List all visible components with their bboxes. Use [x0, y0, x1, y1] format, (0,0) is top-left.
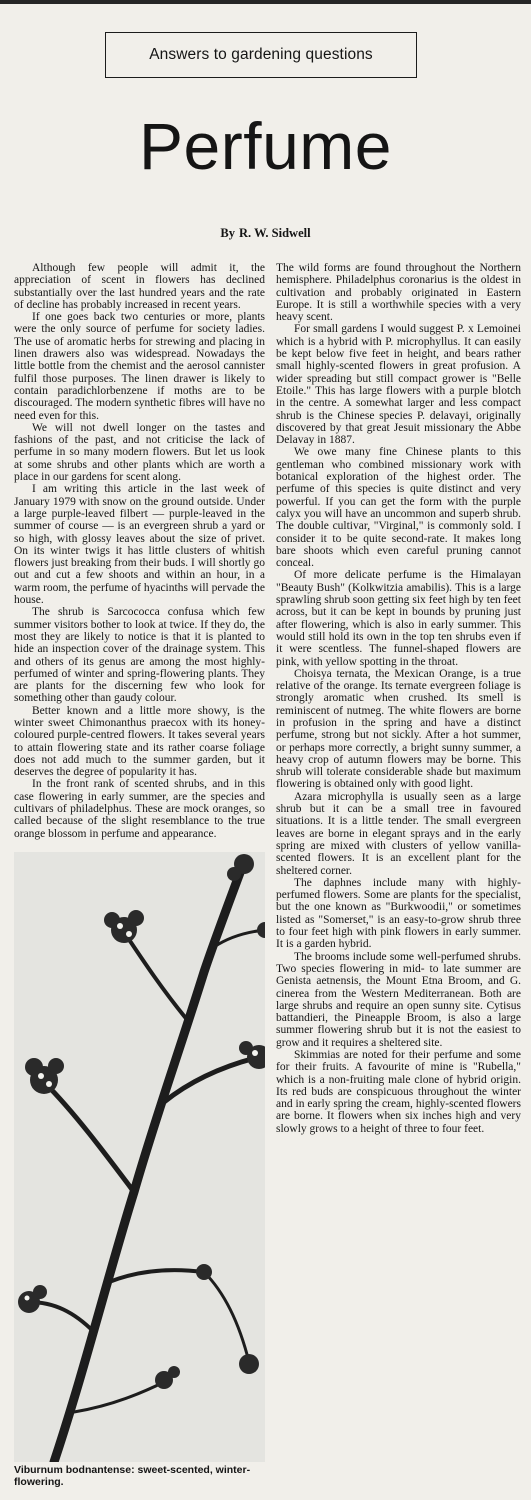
paragraph: The daphnes include many with highly-perfumed flowers. Some are plants for the specialist, but the one known as "Burkwoodii," or sometimes listed as "Somerset," is an easy-to-grow shrub three to four feet high with pink flowers in early summer. It is a garden hybrid. [276, 876, 521, 951]
paragraph: In the front rank of scented shrubs, and in this case flowering in early summer, are the species and cultivars of philadelphus. These are mock oranges, so called because of the slight resemblance to the true orange blossom in perfume and appearance. [14, 778, 265, 840]
paragraph: For small gardens I would suggest P. x Lemoinei which is a hybrid with P. microphyllus. It can easily be kept below five feet in height, and bears rather small highly-scented flowers in great profusion. A wider spreading but still compact grower is "Belle Etoile." This has large flowers with a purple blotch in the centre. A somewhat larger and less compact shrub is the Chinese species P. delavayi, originally discovered by that great Jesuit missionary the Abbe Delavay in 1887. [276, 323, 521, 447]
article-headline: Perfume [139, 109, 392, 183]
paragraph: We will not dwell longer on the tastes and fashions of the past, and not criticise the lack of perfume in so many modern flowers. But let us look at some shrubs and other plants which are worth a place in our gardens for scent along. [14, 421, 265, 484]
photo-caption: Viburnum bodnantense: sweet-scented, winter-flowering. [14, 1464, 251, 1488]
viburnum-photo [14, 852, 265, 1462]
paragraph: The wild forms are found throughout the Northern hemisphere. Philadelphus coronarius is the oldest in cultivation and probably originated in Eastern Europe. It is still a worthwhile species with a very heavy scent. [276, 262, 521, 324]
paragraph: The shrub is Sarcococca confusa which few summer visitors bother to look at twice. If they do, the most they are likely to notice is that it is planted to hide an inspection cover of the drainage system. This and others of its genus are among the most highly-perfumed of winter and spring-flowering plants. They are plants for the discerning few who look for something other than gaudy colour. [14, 606, 265, 705]
paragraph: Of more delicate perfume is the Himalayan "Beauty Bush" (Kolkwitzia amabilis). This is a large sprawling shrub soon getting six feet high by ten feet across, but it can be kept in bounds by pruning just after flowering, which is also in early summer. This would still hold its own in the top ten shrubs even if it were scentless. The funnel-shaped flowers are pink, with yellow spotting in the throat. [276, 569, 521, 668]
viburnum-flower-photo-icon [14, 852, 265, 1462]
byline [0, 226, 531, 241]
article-column-right [276, 262, 521, 1490]
article-column-left [14, 262, 265, 848]
paragraph: I am writing this article in the last week of January 1979 with snow on the ground outside. Under a large purple-leaved filbert — purple-leaved in the summer of course — is an evergreen shrub a yard or so high, with glossy leaves about the size of privet. On its winter twigs it has little clusters of whitish flowers just breaking from their buds. I will shortly go out and cut a few shoots and within an hour, in a warm room, the perfume of hyacinths will pervade the house. [14, 483, 265, 607]
top-rule [0, 0, 531, 4]
section-kicker [105, 32, 417, 78]
paragraph: Better known and a little more showy, is the winter sweet Chimonanthus praecox with its honey-coloured purple-centred flowers. It takes several years to attain flowering state and its rather coarse foliage does not add much to the summer garden, but it deserves the degree of popularity it has. [14, 704, 265, 779]
paragraph: The brooms include some well-perfumed shrubs. Two species flowering in mid- to late summer are Genista aetnensis, the Mount Etna Broom, and G. cinerea from the Western Mediterranean. Both are large shrubs and require an open sunny site. Cytisus battandieri, the Pineapple Broom, is also a large summer flowering shrub but it is not the easiest to grow and it requires a sheltered site. [276, 950, 521, 1049]
byline-prefix: By [220, 226, 236, 240]
paragraph: Choisya ternata, the Mexican Orange, is a true relative of the orange. Its ternate evergreen foliage is strongly aromatic when crushed. Its smell is reminiscent of nutmeg. The white flowers are borne in profusion in the spring and have a distinct perfume, strong but not sickly. After a hot summer, or perhaps more correctly, a bright sunny summer, a heavy crop of autumn flowers may be borne. This shrub will tolerate considerable shade but maximum flowering is obtained only with good light. [276, 667, 521, 791]
paragraph: If one goes back two centuries or more, plants were the only source of perfume for society ladies. The use of aromatic herbs for strewing and placing in linen drawers also was widespread. Nowadays the little bottle from the chemist and the aerosol cannister fulfil those purposes. The linen drawer is likely to contain paradichlorbenzene if moths are to be discouraged. The modern synthetic fibres will have no need even for this. [14, 311, 265, 422]
paragraph: Although few people will admit it, the appreciation of scent in flowers has declined substantially over the last hundred years and the rate of decline has probably increased in recent years. [14, 262, 265, 311]
paragraph: We owe many fine Chinese plants to this gentleman who combined missionary work with botanical exploration of the highest order. The perfume of this species is quite distinct and very powerful. If you can get the form with the purple calyx you will have an uncommon and superb shrub. The double cultivar, "Virginal," is commonly sold. I consider it to be quite second-rate. It makes long bare shoots which even careful pruning cannot conceal. [276, 446, 521, 570]
byline-author: R. W. Sidwell [239, 226, 311, 240]
paragraph: Skimmias are noted for their perfume and some for their fruits. A favourite of mine is "Rubella," which is a non-fruiting male clone of hybrid origin. Its red buds are conspicuous throughout the winter and in early spring the cream, highly-scented flowers are borne. It flowers when six inches high and very slowly grows to a height of three to four feet. [276, 1049, 521, 1135]
paragraph: Azara microphylla is usually seen as a large shrub but it can be a small tree in favoured situations. It is a little tender. The small evergreen leaves are borne in elegant sprays and in the early spring are mixed with clusters of yellow vanilla-scented flowers. It is an excellent plant for the sheltered corner. [276, 790, 521, 877]
kicker-label: Answers to gardening questions [149, 46, 373, 63]
